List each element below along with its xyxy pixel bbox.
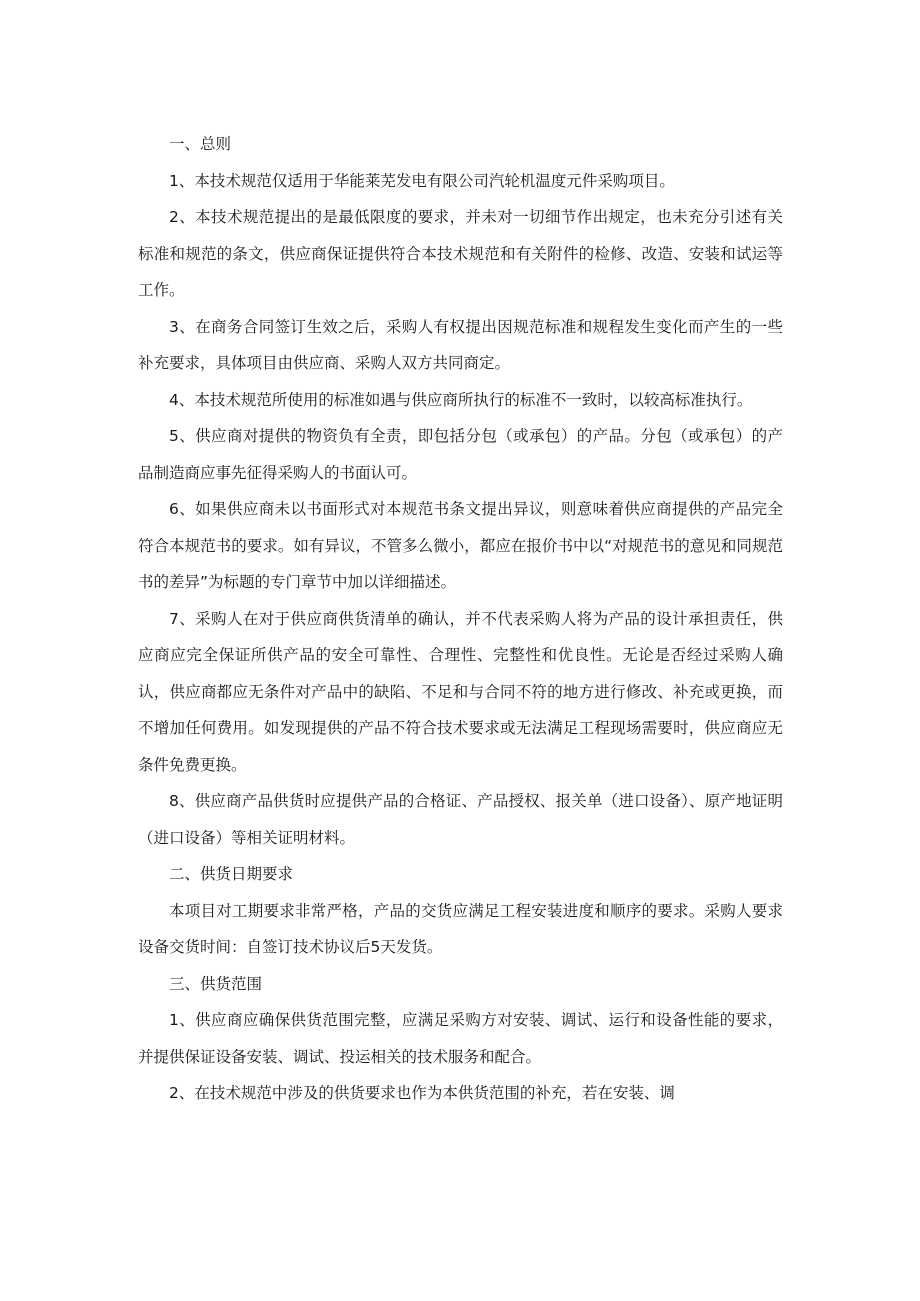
- general-clause-7: 7、采购人在对于供应商供货清单的确认，并不代表采购人将为产品的设计承担责任，供应商应完全保证所供产品的安全可靠性、合理性、完整性和优良性。无论是否经过采购人确认，供应商都应无条件对产品中的缺陷、不足和与合同不符的地方进行修改、补充或更换，而不增加任何费用。如发现提供的产品不符合技术要求或无法满足工程现场需要时，供应商应无条件免费更换。: [138, 609, 783, 774]
- supply-scope-clause-2: 2、在技术规范中涉及的供货要求也作为本供货范围的补充，若在安装、调: [169, 1084, 675, 1102]
- general-clause-4: 4、本技术规范所使用的标准如遇与供应商所执行的标准不一致时，以较高标准执行。: [169, 390, 753, 409]
- section-heading-supply-scope: 三、供货范围: [169, 974, 263, 993]
- general-clause-1: 1、本技术规范仅适用于华能莱芜发电有限公司汽轮机温度元件采购项目。: [169, 171, 675, 190]
- document-body: [138, 126, 783, 1112]
- delivery-date-paragraph: 本项目对工期要求非常严格，产品的交货应满足工程安装进度和顺序的要求。采购人要求设备交货时间：自签订技术协议后5天发货。: [138, 901, 783, 956]
- general-clause-2: 2、本技术规范提出的是最低限度的要求，并未对一切细节作出规定，也未充分引述有关标准和规范的条文，供应商保证提供符合本技术规范和有关附件的检修、改造、安装和试运等工作。: [138, 208, 783, 299]
- general-clause-5: 5、供应商对提供的物资负有全责，即包括分包（或承包）的产品。分包（或承包）的产品制造商应事先征得采购人的书面认可。: [138, 427, 783, 482]
- section-heading-general: 一、总则: [169, 135, 232, 153]
- section-heading-delivery-date: 二、供货日期要求: [169, 865, 294, 883]
- general-clause-6: 6、如果供应商未以书面形式对本规范书条文提出异议，则意味着供应商提供的产品完全符合本规范书的要求。如有异议，不管多么微小，都应在报价书中以“对规范书的意见和同规范书的差异”为标题的专门章节中加以详细描述。: [138, 500, 783, 591]
- supply-scope-clause-1: 1、供应商应确保供货范围完整，应满足采购方对安装、调试、运行和设备性能的要求，并提供保证设备安装、调试、投运相关的技术服务和配合。: [138, 1011, 783, 1066]
- general-clause-3: 3、在商务合同签订生效之后，采购人有权提出因规范标准和规程发生变化而产生的一些补充要求，具体项目由供应商、采购人双方共同商定。: [138, 317, 783, 372]
- general-clause-8: 8、供应商产品供货时应提供产品的合格证、产品授权、报关单（进口设备）、原产地证明（进口设备）等相关证明材料。: [138, 792, 783, 847]
